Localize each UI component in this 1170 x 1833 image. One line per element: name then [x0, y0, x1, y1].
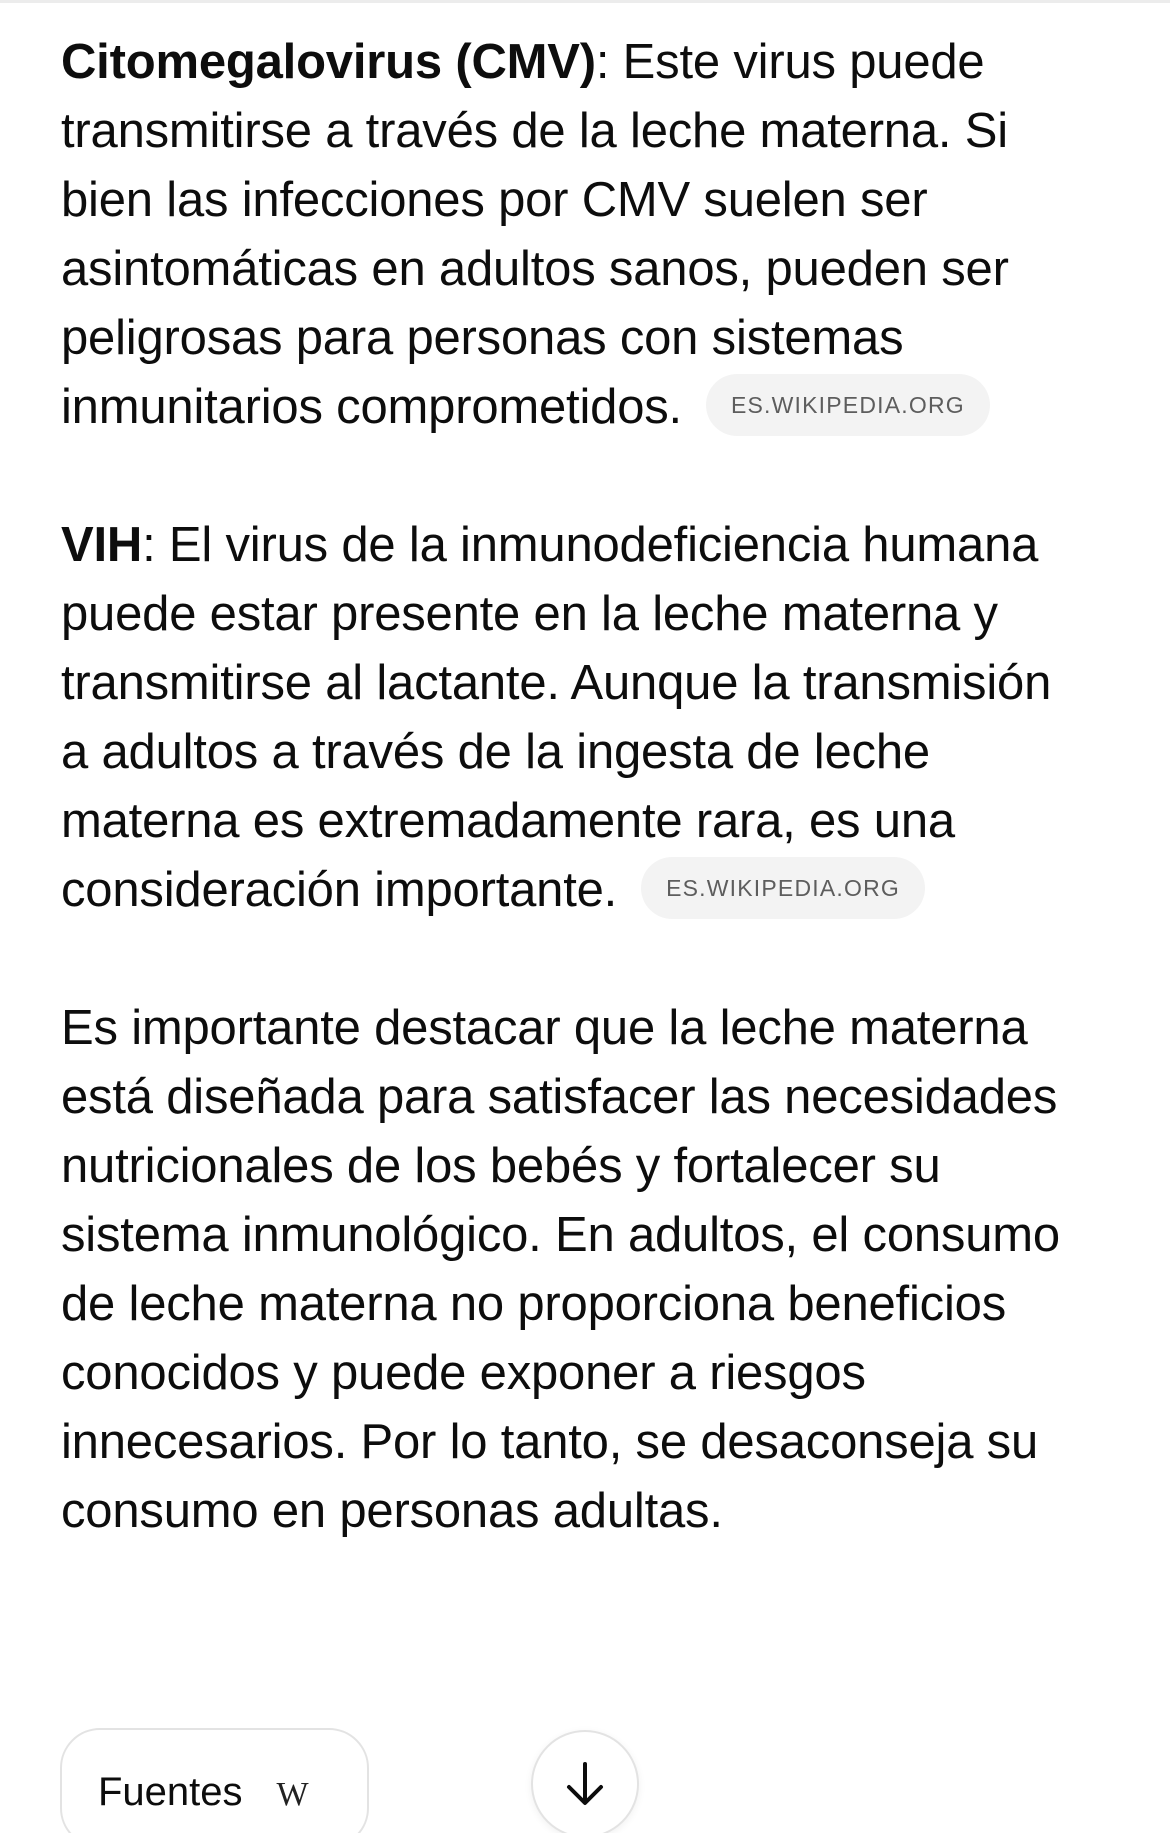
source-chip-wikipedia[interactable]: ES.WIKIPEDIA.ORG	[641, 857, 925, 919]
paragraph-heading: VIH	[61, 518, 143, 572]
message-content	[61, 28, 1081, 1615]
bottom-bar	[0, 1728, 1170, 1833]
paragraph-vih	[61, 511, 1081, 925]
paragraph-cmv	[61, 28, 1081, 442]
paragraph-text: : El virus de la inmunodeficiencia humana puede estar presente en la leche materna y transmitirse al lactante. Aunque la transmisión a adultos a través de la ingesta de leche materna es extremadamente rara, es una consideración importante.	[61, 518, 1052, 917]
scroll-down-button[interactable]	[531, 1730, 639, 1833]
sources-button[interactable]	[60, 1728, 369, 1833]
top-divider	[0, 0, 1170, 3]
arrow-down-icon	[563, 1760, 607, 1808]
sources-label: Fuentes	[98, 1770, 243, 1814]
wikipedia-icon: W	[276, 1776, 309, 1813]
source-chip-wikipedia[interactable]: ES.WIKIPEDIA.ORG	[706, 374, 990, 436]
paragraph-conclusion	[61, 994, 1081, 1546]
paragraph-heading: Citomegalovirus (CMV)	[61, 35, 596, 89]
paragraph-text: Es importante destacar que la leche materna está diseñada para satisfacer las necesidades nutricionales de los bebés y fortalecer su sistema inmunológico. En adultos, el consumo de leche materna no proporciona beneficios conocidos y puede exponer a riesgos innecesarios. Por lo tanto, se desaconseja su consumo en personas adultas.	[61, 1001, 1060, 1538]
paragraph-text: : Este virus puede transmitirse a través de la leche materna. Si bien las infecciones por CMV suelen ser asintomáticas en adultos sanos, pueden ser peligrosas para personas con sistemas inmunitarios comprometidos.	[61, 35, 1009, 434]
